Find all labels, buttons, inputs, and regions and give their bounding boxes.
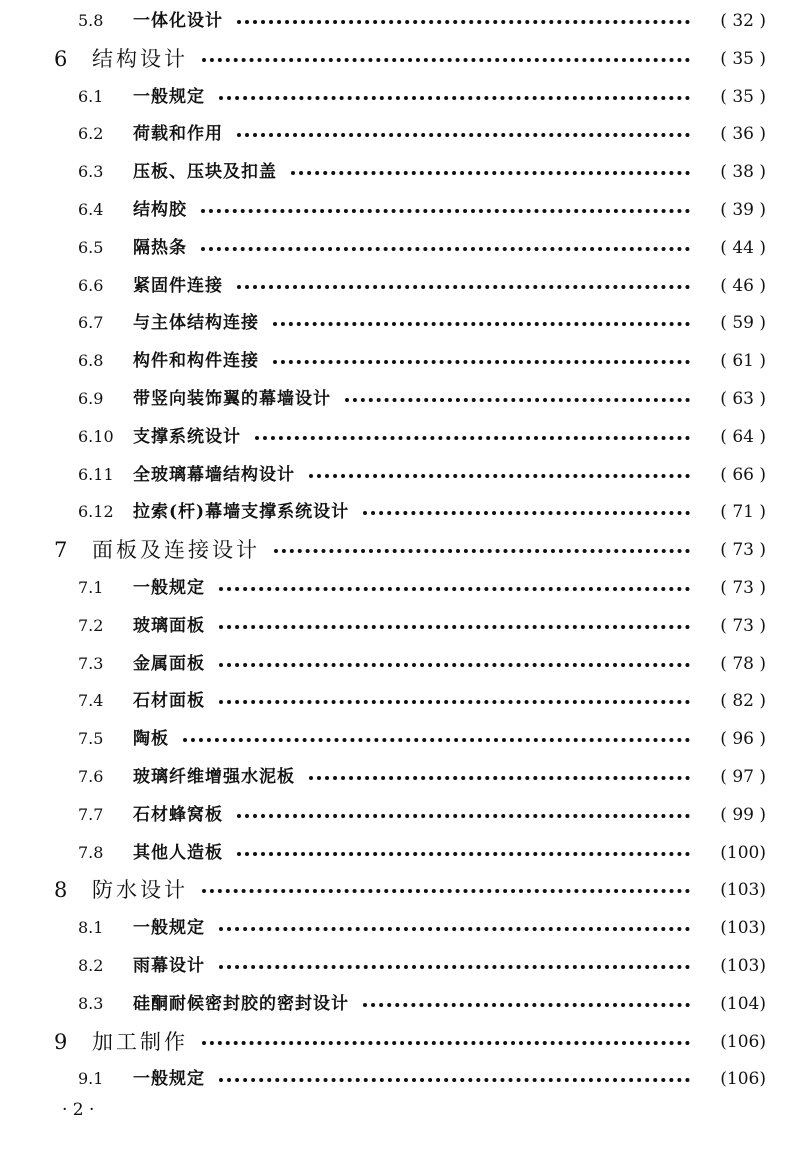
- toc-entry-number: 8.1: [78, 918, 104, 938]
- toc-section-entry[interactable]: [0, 913, 790, 943]
- dot-leader: [219, 611, 690, 641]
- toc-entry-page: ( 61 ): [720, 351, 766, 372]
- toc-section-entry[interactable]: [0, 308, 790, 338]
- toc-entry-number: 6.7: [78, 313, 104, 333]
- toc-chapter-entry[interactable]: [0, 875, 790, 905]
- toc-entry-number: 6.4: [78, 200, 104, 219]
- toc-chapter-entry[interactable]: [0, 535, 790, 565]
- dot-leader: [219, 913, 690, 943]
- dot-leader: [237, 838, 690, 868]
- toc-entry-page: ( 36 ): [720, 124, 766, 145]
- dot-leader: [237, 271, 690, 301]
- toc-entry-page: ( 46 ): [720, 275, 766, 296]
- toc-entry-page: ( 63 ): [720, 389, 766, 409]
- toc-entry-page: ( 38 ): [720, 162, 766, 183]
- toc-section-entry[interactable]: [0, 6, 790, 36]
- toc-entry-page: (106): [720, 1031, 766, 1052]
- toc-section-entry[interactable]: [0, 1064, 790, 1094]
- toc-entry-page: ( 73 ): [720, 615, 766, 636]
- toc-entry-page: ( 97 ): [720, 767, 766, 787]
- dot-leader: [219, 1064, 690, 1094]
- dot-leader: [219, 649, 690, 679]
- toc-entry-page: ( 78 ): [720, 653, 766, 674]
- toc-entry-number: 7.5: [78, 729, 104, 749]
- toc-entry-title: 金属面板: [133, 653, 205, 674]
- toc-section-entry[interactable]: [0, 233, 790, 263]
- toc-entry-title: 雨幕设计: [133, 956, 205, 976]
- toc-entry-title: 硅酮耐候密封胶的密封设计: [133, 993, 349, 1014]
- toc-entry-title: 带竖向装饰翼的幕墙设计: [133, 389, 331, 409]
- toc-entry-title: 一般规定: [133, 918, 205, 939]
- toc-entry-page: ( 64 ): [720, 426, 766, 447]
- dot-leader: [309, 762, 690, 792]
- toc-chapter-entry[interactable]: [0, 44, 790, 74]
- toc-entry-title: 加工制作: [92, 1029, 188, 1054]
- dot-leader: [363, 989, 690, 1019]
- toc-entry-title: 一般规定: [133, 1069, 205, 1090]
- dot-leader: [183, 724, 690, 754]
- toc-entry-number: 7.8: [78, 842, 104, 862]
- toc-entry-number: 6: [54, 46, 68, 71]
- toc-entry-number: 7.2: [78, 615, 104, 635]
- toc-entry-title: 一般规定: [133, 578, 205, 598]
- toc-entry-number: 7.4: [78, 691, 104, 711]
- toc-entry-title: 结构设计: [92, 46, 188, 71]
- toc-entry-number: 6.3: [78, 162, 104, 182]
- dot-leader: [309, 460, 690, 490]
- toc-section-entry[interactable]: [0, 384, 790, 414]
- toc-section-entry[interactable]: [0, 762, 790, 792]
- toc-section-entry[interactable]: [0, 573, 790, 603]
- toc-section-entry[interactable]: [0, 271, 790, 301]
- dot-leader: [219, 686, 690, 716]
- toc-entry-page: (104): [720, 993, 766, 1014]
- toc-section-entry[interactable]: [0, 422, 790, 452]
- toc-entry-page: ( 82 ): [720, 691, 766, 712]
- toc-entry-page: (103): [720, 880, 766, 901]
- toc-section-entry[interactable]: [0, 497, 790, 527]
- toc-entry-title: 一体化设计: [133, 11, 223, 31]
- dot-leader: [219, 82, 690, 112]
- toc-section-entry[interactable]: [0, 157, 790, 187]
- page-number: · 2 ·: [62, 1100, 95, 1120]
- toc-chapter-entry[interactable]: [0, 1027, 790, 1057]
- toc-section-entry[interactable]: [0, 119, 790, 149]
- dot-leader: [273, 346, 690, 376]
- dot-leader: [219, 573, 690, 603]
- toc-entry-title: 石材面板: [133, 691, 205, 712]
- toc-entry-number: 6.11: [78, 464, 114, 484]
- toc-section-entry[interactable]: [0, 82, 790, 112]
- toc-entry-number: 7.6: [78, 767, 104, 786]
- toc-entry-page: (103): [720, 956, 766, 976]
- toc-section-entry[interactable]: [0, 800, 790, 830]
- toc-entry-page: ( 32 ): [720, 11, 766, 31]
- toc-entry-number: 6.5: [78, 237, 104, 257]
- dot-leader: [237, 119, 690, 149]
- toc-section-entry[interactable]: [0, 195, 790, 225]
- toc-entry-number: 6.1: [78, 86, 104, 106]
- toc-entry-number: 6.8: [78, 351, 104, 371]
- toc-entry-number: 5.8: [78, 11, 104, 30]
- toc-entry-page: ( 73 ): [720, 540, 766, 561]
- dot-leader: [345, 384, 690, 414]
- toc-entry-title: 荷载和作用: [133, 124, 223, 145]
- dot-leader: [202, 1027, 690, 1057]
- toc-entry-title: 结构胶: [133, 200, 187, 220]
- dot-leader: [255, 422, 690, 452]
- toc-entry-number: 9: [54, 1029, 68, 1054]
- dot-leader: [237, 6, 690, 36]
- toc-entry-title: 石材蜂窝板: [133, 804, 223, 825]
- toc-entry-title: 隔热条: [133, 237, 187, 258]
- toc-entry-title: 构件和构件连接: [133, 351, 259, 372]
- toc-entry-title: 陶板: [133, 729, 169, 750]
- toc-section-entry[interactable]: [0, 951, 790, 981]
- dot-leader: [274, 535, 690, 565]
- dot-leader: [219, 951, 690, 981]
- toc-entry-number: 7.7: [78, 804, 104, 824]
- toc-entry-page: ( 35 ): [720, 48, 766, 69]
- toc-entry-title: 支撑系统设计: [133, 426, 241, 447]
- toc-entry-page: ( 99 ): [720, 804, 766, 825]
- toc-entry-page: ( 66 ): [720, 464, 766, 485]
- toc-entry-title: 一般规定: [133, 86, 205, 107]
- dot-leader: [363, 497, 690, 527]
- toc-entry-page: ( 73 ): [720, 578, 766, 598]
- toc-section-entry[interactable]: [0, 649, 790, 679]
- dot-leader: [237, 800, 690, 830]
- toc-entry-page: ( 96 ): [720, 729, 766, 750]
- toc-entry-page: ( 39 ): [720, 200, 766, 220]
- toc-entry-number: 7: [54, 538, 68, 563]
- toc-entry-number: 9.1: [78, 1069, 104, 1089]
- toc-entry-number: 7.3: [78, 653, 104, 673]
- toc-entry-number: 6.2: [78, 124, 104, 144]
- toc-section-entry[interactable]: [0, 346, 790, 376]
- toc-section-entry[interactable]: [0, 460, 790, 490]
- toc-entry-page: (103): [720, 918, 766, 939]
- toc-entry-page: (100): [720, 842, 766, 863]
- toc-entry-number: 6.10: [78, 426, 114, 446]
- toc-entry-number: 6.9: [78, 389, 104, 408]
- toc-entry-page: ( 71 ): [720, 502, 766, 523]
- toc-entry-number: 7.1: [78, 578, 104, 597]
- dot-leader: [201, 233, 690, 263]
- toc-entry-page: ( 35 ): [720, 86, 766, 107]
- toc-section-entry[interactable]: [0, 686, 790, 716]
- dot-leader: [202, 44, 690, 74]
- toc-entry-number: 6.6: [78, 275, 104, 295]
- toc-section-entry[interactable]: [0, 838, 790, 868]
- toc-entry-title: 玻璃面板: [133, 615, 205, 636]
- toc-entry-title: 紧固件连接: [133, 275, 223, 296]
- toc-entry-title: 防水设计: [92, 878, 188, 903]
- dot-leader: [201, 195, 690, 225]
- dot-leader: [202, 875, 690, 905]
- toc-entry-title: 玻璃纤维增强水泥板: [133, 767, 295, 787]
- toc-entry-number: 8.2: [78, 956, 104, 975]
- toc-entry-page: (106): [720, 1069, 766, 1090]
- toc-entry-title: 面板及连接设计: [92, 538, 260, 563]
- toc-entry-title: 压板、压块及扣盖: [133, 162, 277, 183]
- toc-entry-number: 6.12: [78, 502, 114, 522]
- toc-entry-page: ( 59 ): [720, 313, 766, 334]
- toc-section-entry[interactable]: [0, 611, 790, 641]
- toc-section-entry[interactable]: [0, 724, 790, 754]
- toc-entry-number: 8.3: [78, 993, 104, 1013]
- toc-entry-title: 全玻璃幕墙结构设计: [133, 464, 295, 485]
- dot-leader: [291, 157, 690, 187]
- toc-entry-number: 8: [54, 878, 68, 903]
- toc-entry-page: ( 44 ): [720, 237, 766, 258]
- toc-entry-title: 其他人造板: [133, 842, 223, 863]
- toc-section-entry[interactable]: [0, 989, 790, 1019]
- toc-entry-title: 拉索(杆)幕墙支撑系统设计: [133, 502, 350, 523]
- dot-leader: [273, 308, 690, 338]
- toc-entry-title: 与主体结构连接: [133, 313, 259, 334]
